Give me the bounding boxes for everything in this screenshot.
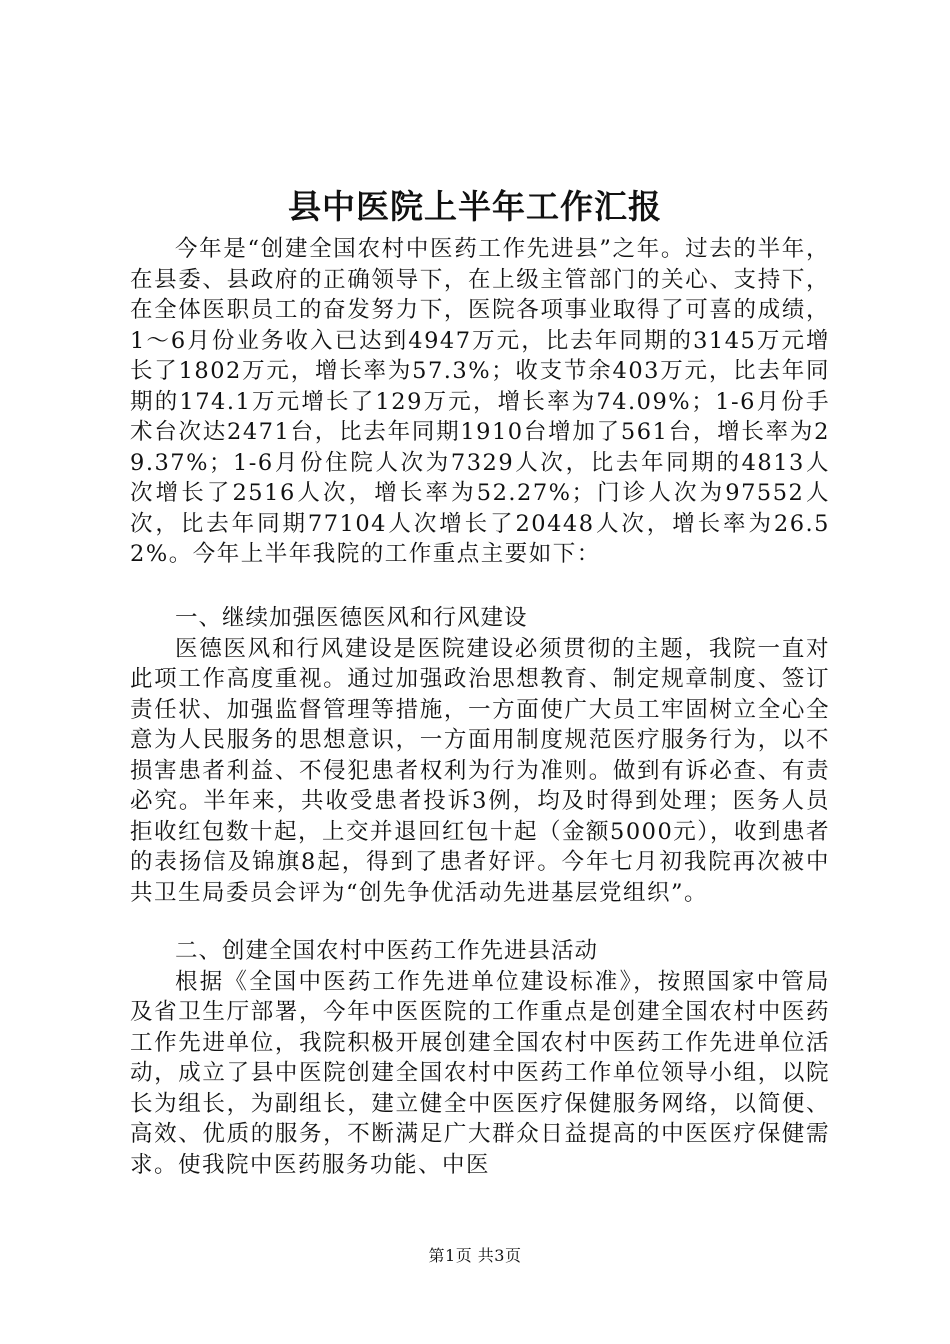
section-1-heading: 一、继续加强医德医风和行风建设: [175, 605, 528, 631]
section-2-heading: 二、创建全国农村中医药工作先进县活动: [175, 938, 599, 964]
page-footer: 第1页 共3页: [428, 1246, 522, 1265]
section-2-paragraph: 根据《全国中医药工作先进单位建设标准》，按照国家中管局及省卫生厅部署，今年中医医院的工作重点是创建全国农村中医药工作先进单位，我院积极开展创建全国农村中医药工作先进单位活动，成立了县中医院创建全国农村中医药工作单位领导小组，以院长为组长，为副组长，建立健全中医医疗保健服务网络，以简便、高效、优质的服务，不断满足广大群众日益提高的中医医疗保健需求。使我院中医药服务功能、中医: [130, 968, 830, 1178]
section-1: [130, 603, 830, 908]
section-1-paragraph: 医德医风和行风建设是医院建设必须贯彻的主题，我院一直对此项工作高度重视。通过加强政治思想教育、制定规章制度、签订责任状、加强监督管理等措施，一方面使广大员工牢固树立全心全意为人民服务的思想意识，一方面用制度规范医疗服务行为，以不损害患者利益、不侵犯患者权利为行为准则。做到有诉必查、有责必究。半年来，共收受患者投诉3例，均及时得到处理；医务人员拒收红包数十起，上交并退回红包十起（金额5000元），收到患者的表扬信及锦旗8起，得到了患者好评。今年七月初我院再次被中共卫生局委员会评为“创先争优活动先进基层党组织”。: [130, 635, 831, 906]
intro-paragraph: 今年是“创建全国农村中医药工作先进县”之年。过去的半年，在县委、县政府的正确领导下，在上级主管部门的关心、支持下，在全体医职员工的奋发努力下，医院各项事业取得了可喜的成绩，1～6月份业务收入已达到4947万元，比去年同期的3145万元增长了1802万元，增长率为57.3%；收支节余403万元，比去年同期的174.1万元增长了129万元，增长率为74.09%；1-6月份手术台次达2471台，比去年同期1910台增加了561台，增长率为29.37%；1-6月份住院人次为7329人次，比去年同期的4813人次增长了2516人次，增长率为52.27%；门诊人次为97552人次，比去年同期77104人次增长了20448人次，增长率为26.52%。今年上半年我院的工作重点主要如下：: [130, 236, 830, 567]
document-title: 县中医院上半年工作汇报: [288, 187, 662, 226]
intro-section: [130, 234, 830, 570]
section-2: [130, 936, 830, 1180]
